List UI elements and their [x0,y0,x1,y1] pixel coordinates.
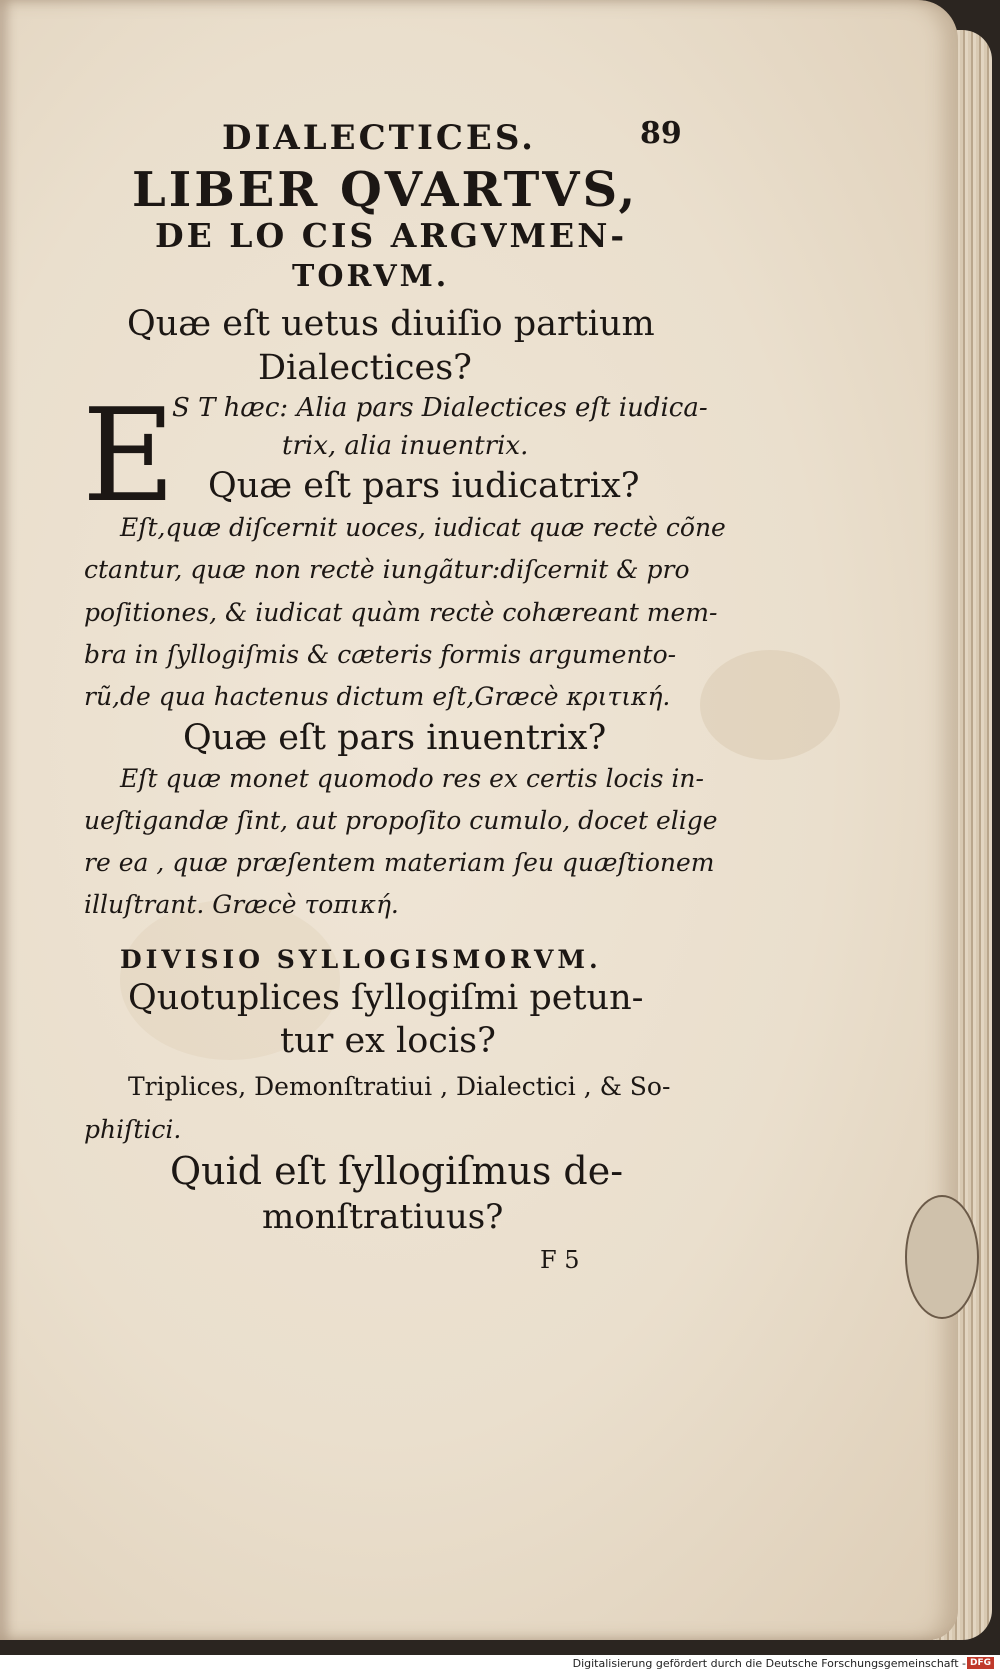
dfg-logo: DFG [967,1657,994,1669]
page-number: 89 [640,116,682,151]
running-head: DIALECTICES. [222,118,537,158]
answer-1-line-2: trix, alia inuentrix. [282,431,529,461]
answer-3-line-2: ueſtigandæ ſint, aut propoſito cumulo, docet elige [84,806,718,835]
answer-3-line-4: illuſtrant. Græcè τοπική. [84,890,399,919]
answer-3-line-3: re ea , quæ præſentem materiam ſeu quæſtionem [84,848,715,877]
answer-2-line-2: ctantur, quæ non rectè iungãtur:diſcernit & pro [84,555,690,584]
question-2: Quæ eſt pars iudicatrix? [208,466,640,506]
question-1-line-2: Dialectices? [258,348,472,388]
question-1-line-1: Quæ eſt uetus diuiſio partium [127,304,655,344]
answer-4-line-1: Triplices, Demonſtratiui , Dialectici , & So- [128,1072,671,1101]
section-heading: DIVISIO SYLLOGISMORVM. [120,945,602,974]
signature-mark: F 5 [540,1246,580,1274]
footer-credit: Digitalisierung gefördert durch die Deutsche Forschungsgemeinschaft - [572,1657,966,1670]
book-title-line-2: DE LO CIS ARGVMEN- [155,216,628,255]
answer-2-line-1: Eſt,quæ diſcernit uoces, iudicat quæ rectè cõne [120,513,726,542]
paper-stain [700,650,840,760]
answer-1-line-1: S T hæc: Alia pars Dialectices eſt iudica- [172,393,708,423]
book-title-line-3: TORVM. [292,259,450,294]
answer-2-line-3: poſitiones, & iudicat quàm rectè cohæreant mem- [84,598,718,627]
bookmark-clip [905,1195,979,1319]
question-5-line-1: Quid eſt ſyllogiſmus de- [170,1149,624,1193]
question-3: Quæ eſt pars inuentrix? [183,718,607,758]
question-5-line-2: monſtratiuus? [262,1197,504,1237]
answer-3-line-1: Eſt quæ monet quomodo res ex certis locis in- [120,764,704,793]
question-4-line-1: Quotuplices ſyllogiſmi petun- [128,978,644,1018]
answer-4-line-2: phiſtici. [84,1115,182,1144]
question-4-line-2: tur ex locis? [280,1021,496,1061]
answer-2-line-5: rũ,de qua hactenus dictum eſt,Græcè κριτική. [84,682,671,711]
drop-cap: E [82,382,176,531]
book-title-line-1: LIBER QVARTVS, [132,162,639,218]
answer-2-line-4: bra in ſyllogiſmis & cæteris formis argumento- [84,640,677,669]
